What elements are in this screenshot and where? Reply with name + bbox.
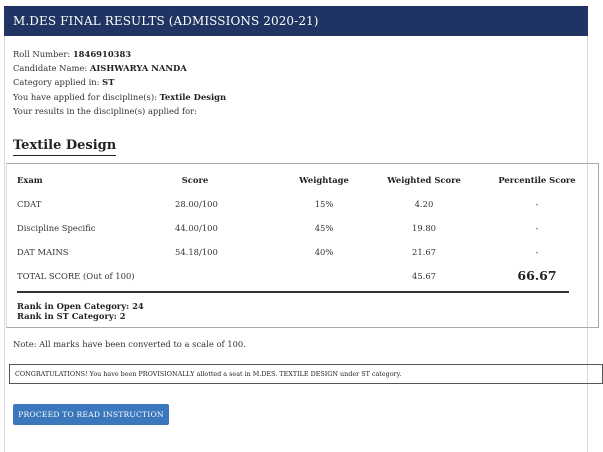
allotment-message: CONGRATULATIONS! You have been PROVISIONALLY allotted a seat in M.DES. TEXTILE DESIGN under ST category.: [9, 364, 603, 384]
header-exam: Exam: [17, 175, 43, 185]
total-weighted-score: 45.67: [412, 271, 436, 281]
results-intro-line: Your results in the discipline(s) applied for:: [13, 105, 197, 116]
table-row: DAT MAINS 54.18/100 40% 21.67 -: [17, 247, 539, 257]
total-score-label: TOTAL SCORE (Out of 100): [17, 271, 135, 281]
page-title: M.DES FINAL RESULTS (ADMISSIONS 2020-21): [4, 6, 588, 36]
header-percentile-score: Percentile Score: [498, 175, 576, 185]
category-line: Category applied in: ST: [13, 77, 115, 88]
discipline-line: You have applied for discipline(s): Textile Design: [13, 91, 227, 102]
rank-open-category: Rank in Open Category: 24: [17, 301, 144, 311]
candidate-info: [13, 47, 226, 118]
table-header-row: [7, 172, 598, 188]
results-table: [6, 163, 599, 328]
candidate-name-line: Candidate Name: AISHWARYA NANDA: [13, 63, 187, 74]
total-percentile-score: 66.67: [517, 268, 557, 283]
table-row: CDAT 28.00/100 15% 4.20 -: [17, 199, 539, 209]
header-score: Score: [181, 175, 209, 185]
roll-number-value: 1846910383: [72, 49, 132, 59]
rank-info: [17, 301, 144, 321]
divider: [17, 291, 569, 293]
table-row: Discipline Specific 44.00/100 45% 19.80 -: [17, 223, 539, 233]
rank-st-category: Rank in ST Category: 2: [17, 311, 126, 321]
marks-note: Note: All marks have been converted to a scale of 100.: [13, 339, 246, 349]
header-weighted-score: Weighted Score: [387, 175, 461, 185]
proceed-to-instruction-button[interactable]: PROCEED TO READ INSTRUCTION: [13, 404, 169, 425]
discipline-value: Textile Design: [159, 91, 227, 102]
section-title: Textile Design: [13, 138, 116, 156]
roll-number-line: Roll Number: 1846910383: [13, 49, 132, 59]
total-score-row: [7, 268, 598, 284]
header-weightage: Weightage: [299, 175, 349, 185]
candidate-name-value: AISHWARYA NANDA: [89, 63, 187, 74]
category-value: ST: [102, 77, 115, 88]
